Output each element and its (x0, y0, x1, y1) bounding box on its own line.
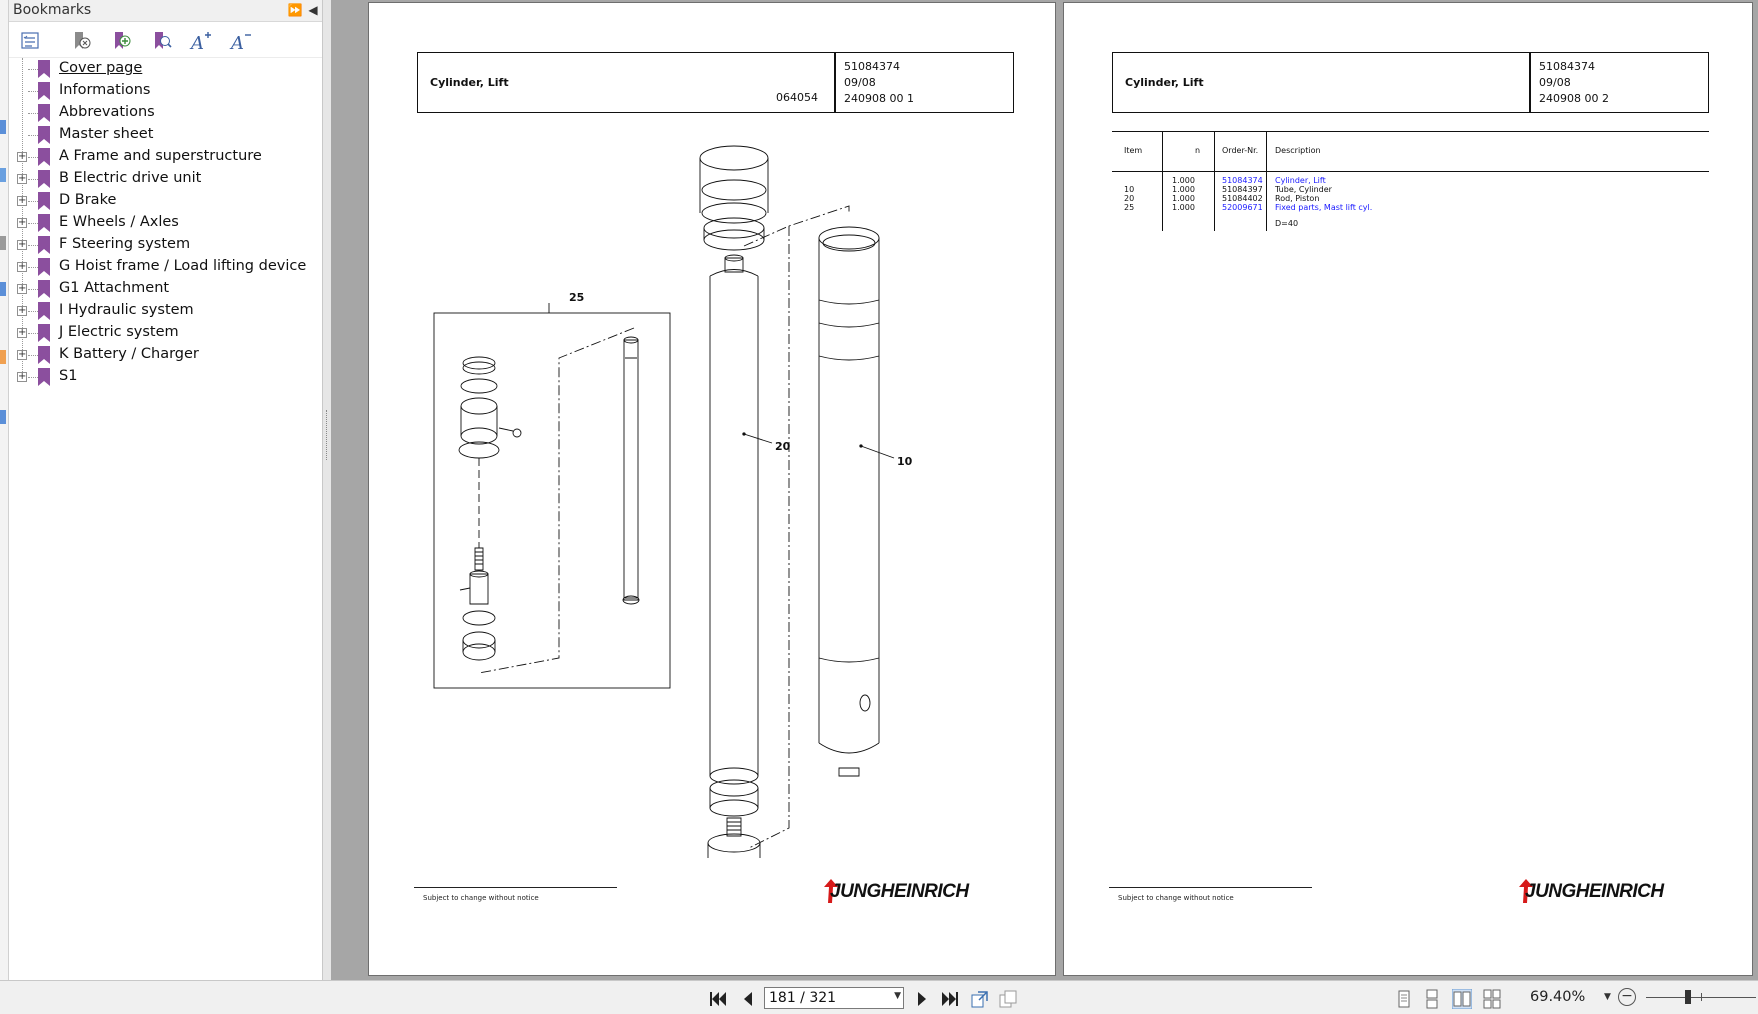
cell-item: 10 (1124, 185, 1135, 194)
bookmark-label[interactable]: G1 Attachment (59, 280, 170, 296)
bookmark-options-icon[interactable] (17, 29, 43, 53)
continuous-facing-icon[interactable] (1482, 989, 1502, 1009)
title-info (844, 59, 914, 107)
page-number-input[interactable] (769, 990, 879, 1006)
expand-icon[interactable]: + (18, 349, 27, 360)
expand-icon[interactable]: + (18, 305, 27, 316)
title-info (1539, 59, 1609, 107)
add-bookmark-icon[interactable] (108, 29, 134, 53)
decrease-text-icon[interactable] (228, 29, 254, 53)
cell-order-number: 51084397 (1222, 185, 1263, 194)
bookmark-label[interactable]: Abbrevations (59, 104, 155, 120)
zoom-slider-tick (1701, 993, 1702, 1001)
table-note: D=40 (1275, 219, 1299, 228)
drawing-code: 064054 (776, 91, 818, 104)
cell-order-number[interactable]: 51084374 (1222, 176, 1263, 185)
zoom-out-icon[interactable]: − (1618, 988, 1636, 1006)
exploded-parts-drawing (429, 128, 1009, 858)
page-left (368, 2, 1056, 976)
cell-quantity: 1.000 (1172, 176, 1195, 185)
bookmark-icon (37, 236, 51, 254)
title-block (1112, 52, 1709, 113)
status-bar (0, 980, 1758, 1014)
page-number-box[interactable] (764, 987, 904, 1009)
chevron-down-icon[interactable]: ▼ (1604, 992, 1611, 1002)
delete-bookmark-icon[interactable] (68, 29, 94, 53)
cell-item: 25 (1124, 203, 1135, 212)
bookmark-icon (37, 170, 51, 188)
bookmark-item[interactable] (9, 146, 323, 168)
expand-icon[interactable]: + (18, 173, 27, 184)
bookmark-icon (37, 368, 51, 386)
sheet-number: 240908 00 2 (1539, 92, 1609, 105)
chevron-down-icon[interactable]: ▼ (894, 991, 901, 1001)
zoom-level-value[interactable]: 69.40% (1530, 989, 1586, 1005)
side-tab-marker[interactable] (0, 168, 6, 182)
bookmark-item[interactable] (9, 168, 323, 190)
cell-description: Rod, Piston (1275, 194, 1320, 203)
bookmark-item[interactable] (9, 190, 323, 212)
part-number: 51084374 (844, 60, 900, 73)
single-page-icon[interactable] (1394, 989, 1414, 1009)
cell-item: 20 (1124, 194, 1135, 203)
bookmarks-panel (9, 0, 323, 980)
cell-description[interactable]: Fixed parts, Mast lift cyl. (1275, 203, 1373, 212)
expand-icon[interactable]: + (18, 261, 27, 272)
side-tab-marker[interactable] (0, 350, 6, 364)
expand-icon[interactable]: + (18, 283, 27, 294)
footer-note: Subject to change without notice (423, 894, 539, 902)
expand-icon[interactable]: + (18, 239, 27, 250)
bookmark-label[interactable]: Master sheet (59, 126, 154, 142)
bookmark-label[interactable]: D Brake (59, 192, 117, 208)
page-right (1063, 2, 1753, 976)
document-area (331, 0, 1758, 980)
bookmark-icon (37, 104, 51, 122)
issue-date: 09/08 (844, 76, 876, 89)
side-tab-marker[interactable] (0, 120, 6, 134)
svg-text:A: A (231, 33, 244, 53)
find-bookmark-icon[interactable] (148, 29, 174, 53)
bookmark-item[interactable] (9, 366, 323, 388)
bookmark-item[interactable] (9, 322, 323, 344)
side-tab-marker[interactable] (0, 282, 6, 296)
col-header-item: Item (1124, 146, 1143, 155)
rotate-view-icon[interactable] (970, 989, 990, 1009)
bookmark-label[interactable]: K Battery / Charger (59, 346, 199, 362)
col-header-n: n (1195, 146, 1201, 155)
expand-icon[interactable]: + (18, 327, 27, 338)
first-page-icon[interactable] (708, 989, 728, 1009)
expand-icon[interactable]: + (18, 371, 27, 382)
expand-icon[interactable]: + (18, 151, 27, 162)
sheet-number: 240908 00 1 (844, 92, 914, 105)
jungheinrich-logo: JUNGHEINRICH (824, 879, 964, 905)
bookmark-item[interactable] (9, 256, 323, 278)
bookmark-icon (37, 60, 51, 78)
last-page-icon[interactable] (940, 989, 960, 1009)
group-25-box (434, 313, 670, 688)
col-header-description: Description (1275, 146, 1321, 155)
cell-order-number[interactable]: 52009671 (1222, 203, 1263, 212)
expand-icon[interactable]: + (18, 217, 27, 228)
side-tab-marker[interactable] (0, 236, 6, 250)
bookmark-item[interactable] (9, 212, 323, 234)
bookmark-icon (37, 126, 51, 144)
zoom-slider-thumb[interactable] (1685, 990, 1691, 1004)
bookmark-item[interactable] (9, 344, 323, 366)
bookmark-tree (9, 58, 323, 388)
bookmark-label[interactable]: Cover page (59, 60, 143, 76)
bookmark-label[interactable]: E Wheels / Axles (59, 214, 179, 230)
bookmark-label[interactable]: B Electric drive unit (59, 170, 202, 186)
bookmarks-toolbar (9, 22, 322, 58)
collapse-panel-icon[interactable]: ◀ (308, 3, 318, 17)
cell-description[interactable]: Cylinder, Lift (1275, 176, 1326, 185)
page-title: Cylinder, Lift (1125, 76, 1204, 89)
expand-panel-icon[interactable]: ⏩ (287, 3, 303, 17)
panel-splitter[interactable] (323, 0, 331, 980)
bookmark-item[interactable] (9, 234, 323, 256)
bookmarks-title: Bookmarks (13, 2, 92, 18)
cell-quantity: 1.000 (1172, 194, 1195, 203)
left-side-strip (0, 0, 9, 980)
page-title: Cylinder, Lift (430, 76, 509, 89)
bookmark-label[interactable]: J Electric system (59, 324, 179, 340)
next-page-icon[interactable] (912, 989, 932, 1009)
cell-quantity: 1.000 (1172, 203, 1195, 212)
bookmark-item[interactable] (9, 124, 323, 146)
facing-icon[interactable] (1452, 989, 1472, 1009)
bookmark-icon (37, 258, 51, 276)
bookmark-label[interactable]: I Hydraulic system (59, 302, 194, 318)
issue-date: 09/08 (1539, 76, 1571, 89)
fit-page-icon[interactable] (998, 989, 1018, 1009)
jungheinrich-logo: JUNGHEINRICH (1519, 879, 1659, 905)
bookmark-item[interactable] (9, 102, 323, 124)
bookmark-icon (37, 302, 51, 320)
bookmark-icon (37, 324, 51, 342)
bookmark-label[interactable]: A Frame and superstructure (59, 148, 262, 164)
bookmark-item[interactable] (9, 58, 323, 80)
bookmark-icon (37, 280, 51, 298)
bookmark-icon (37, 214, 51, 232)
increase-text-icon[interactable] (188, 29, 214, 53)
bookmarks-header (9, 0, 322, 22)
bookmark-item[interactable] (9, 300, 323, 322)
bookmark-label[interactable]: G Hoist frame / Load lifting device (59, 258, 307, 274)
parts-list-table (1112, 131, 1709, 233)
footer-rule (1109, 887, 1312, 888)
continuous-icon[interactable] (1422, 989, 1442, 1009)
col-header-order: Order-Nr. (1222, 146, 1259, 155)
title-block (417, 52, 1014, 113)
bookmark-icon (37, 82, 51, 100)
previous-page-icon[interactable] (738, 989, 758, 1009)
bookmark-label[interactable]: Informations (59, 82, 151, 98)
callout-20: 20 (775, 440, 791, 453)
bookmark-icon (37, 192, 51, 210)
side-tab-marker[interactable] (0, 410, 6, 424)
bookmark-icon (37, 346, 51, 364)
footer-note: Subject to change without notice (1118, 894, 1234, 902)
callout-25: 25 (569, 291, 585, 304)
footer-rule (414, 887, 617, 888)
bookmark-label[interactable]: S1 (59, 368, 78, 384)
bookmark-item[interactable] (9, 278, 323, 300)
bookmark-label[interactable]: F Steering system (59, 236, 191, 252)
part-number: 51084374 (1539, 60, 1595, 73)
cell-description: Tube, Cylinder (1275, 185, 1332, 194)
cell-quantity: 1.000 (1172, 185, 1195, 194)
bookmark-item[interactable] (9, 80, 323, 102)
callout-10: 10 (897, 455, 913, 468)
svg-text:A: A (191, 33, 204, 53)
cell-order-number: 51084402 (1222, 194, 1263, 203)
bookmark-icon (37, 148, 51, 166)
expand-icon[interactable]: + (18, 195, 27, 206)
